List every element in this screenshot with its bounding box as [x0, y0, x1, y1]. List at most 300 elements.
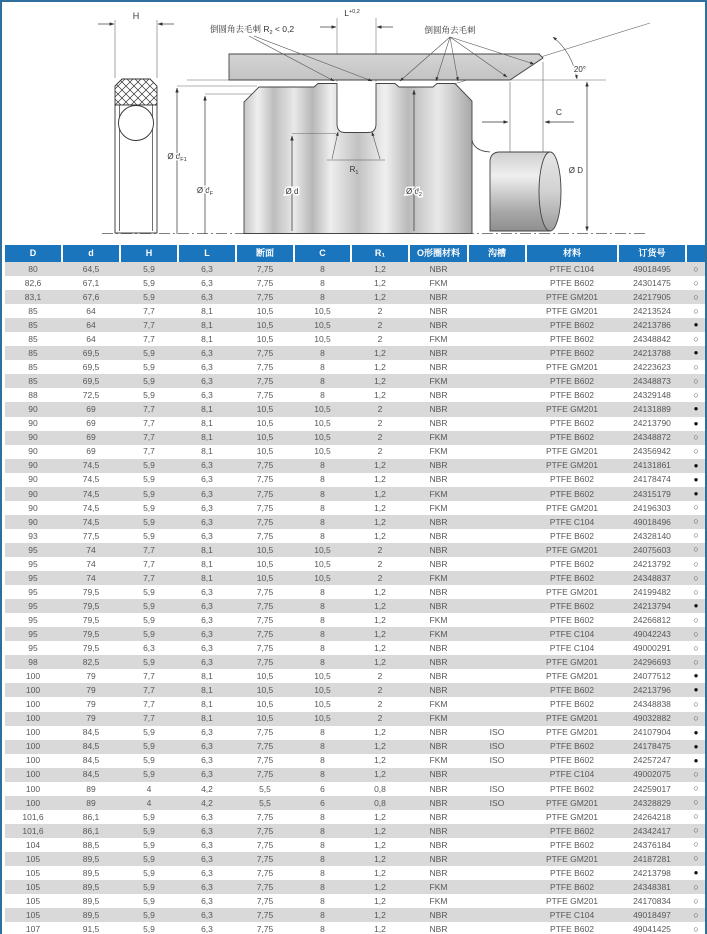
cell-order-number: 24259017	[633, 783, 671, 794]
cell-groove	[469, 908, 525, 922]
cell-groove	[469, 866, 525, 880]
table-row	[5, 754, 706, 768]
table-row	[5, 304, 706, 318]
cell-D: 104	[25, 839, 41, 850]
table-row	[5, 712, 706, 726]
cell-H: 7,7	[143, 713, 155, 724]
cell-order-number: 49018497	[633, 909, 671, 920]
cell-D: 85	[28, 376, 38, 387]
cell-D: 93	[28, 530, 38, 541]
cell-cross-section: 7,75	[256, 530, 274, 541]
availability-dot: ○	[693, 432, 699, 443]
cell-L: 6,3	[201, 614, 213, 625]
dim-D	[569, 82, 587, 231]
availability-dot: ●	[693, 601, 699, 611]
availability-dot: ●	[693, 460, 699, 470]
cell-R1: 1,2	[374, 741, 386, 752]
cell-cross-section: 10,5	[256, 713, 274, 724]
cell-C: 8	[320, 839, 325, 850]
label-L: $L^{+0,2}$	[344, 8, 360, 18]
cell-groove: ISO	[489, 797, 505, 808]
cell-material: PTFE GM201	[546, 713, 598, 724]
cell-order-number: 24342417	[633, 825, 671, 836]
cell-groove	[469, 346, 525, 360]
cell-D: 95	[28, 600, 38, 611]
cell-D: 100	[25, 741, 41, 752]
cell-oring-material: NBR	[429, 797, 448, 808]
cell-cross-section: 7,75	[256, 614, 274, 625]
table-row	[5, 445, 706, 459]
cell-cross-section: 7,75	[256, 600, 274, 611]
cell-material: PTFE GM201	[546, 446, 598, 457]
cell-C: 10,5	[314, 432, 331, 443]
cell-order-number: 24217905	[633, 291, 671, 302]
table-row	[5, 838, 706, 852]
header-availability	[687, 245, 705, 262]
cell-L: 8,1	[201, 446, 213, 457]
cell-d: 79	[86, 671, 96, 682]
cell-D: 100	[25, 783, 41, 794]
availability-dot: ●	[693, 404, 699, 414]
cell-d: 89	[86, 783, 96, 794]
cell-H: 5,9	[143, 811, 155, 822]
cell-R1: 1,2	[374, 755, 386, 766]
availability-dot: ○	[693, 516, 699, 527]
cell-material: PTFE GM201	[546, 404, 598, 415]
cell-C: 10,5	[314, 305, 331, 316]
cell-R1: 1,2	[374, 657, 386, 668]
cell-order-number: 24328140	[633, 530, 671, 541]
label-deburr: 倒圆角去毛刺	[424, 25, 476, 35]
cell-D: 105	[25, 895, 41, 906]
cell-cross-section: 10,5	[256, 685, 274, 696]
cell-D: 101,6	[22, 811, 44, 822]
cell-order-number: 24107904	[633, 727, 671, 738]
cell-R1: 1,2	[374, 376, 386, 387]
cell-cross-section: 7,75	[256, 811, 274, 822]
cell-material: PTFE C104	[549, 643, 595, 654]
table-row	[5, 866, 706, 880]
cell-material: PTFE B602	[550, 600, 594, 611]
cell-order-number: 24213794	[633, 600, 671, 611]
availability-dot: ●	[693, 755, 699, 765]
cell-L: 6,3	[201, 277, 213, 288]
cell-d: 79	[86, 713, 96, 724]
cell-d: 74,5	[82, 502, 100, 513]
cell-C: 8	[320, 263, 325, 274]
cell-material: PTFE GM201	[546, 586, 598, 597]
availability-dot: ○	[693, 642, 699, 653]
cell-order-number: 49018496	[633, 516, 671, 527]
cell-L: 8,1	[201, 699, 213, 710]
cell-D: 90	[28, 488, 38, 499]
cell-d: 74,5	[82, 488, 100, 499]
table-row	[5, 360, 706, 374]
cell-cross-section: 10,5	[256, 418, 274, 429]
availability-dot: ○	[693, 375, 699, 386]
cell-oring-material: FKM	[429, 755, 448, 766]
cell-R1: 1,2	[374, 488, 386, 499]
cell-oring-material: NBR	[429, 418, 448, 429]
cell-groove	[469, 880, 525, 894]
cell-R1: 1,2	[374, 881, 386, 892]
cell-L: 6,3	[201, 376, 213, 387]
cell-C: 10,5	[314, 685, 331, 696]
availability-dot: ○	[693, 895, 699, 906]
availability-dot: ○	[693, 389, 699, 400]
cell-cross-section: 7,75	[256, 277, 274, 288]
cell-R1: 1,2	[374, 811, 386, 822]
dim-dF	[197, 96, 214, 234]
availability-dot: ○	[693, 628, 699, 639]
cell-L: 6,3	[201, 909, 213, 920]
cell-cross-section: 7,75	[256, 867, 274, 878]
cell-groove	[469, 388, 525, 402]
table-row	[5, 627, 706, 641]
cell-R1: 1,2	[374, 643, 386, 654]
cell-L: 8,1	[201, 319, 213, 330]
cell-groove	[469, 332, 525, 346]
cell-H: 5,9	[143, 895, 155, 906]
cell-H: 7,7	[143, 558, 155, 569]
cell-D: 90	[28, 460, 38, 471]
cell-D: 101,6	[22, 825, 44, 836]
cell-R1: 1,2	[374, 727, 386, 738]
cell-order-number: 24348381	[633, 881, 671, 892]
cell-material: PTFE GM201	[546, 305, 598, 316]
cell-R1: 1,2	[374, 825, 386, 836]
cell-material: PTFE B602	[550, 376, 594, 387]
transition-fillet	[472, 140, 490, 152]
cell-R1: 1,2	[374, 263, 386, 274]
cell-material: PTFE B602	[550, 741, 594, 752]
cell-H: 5,9	[143, 291, 155, 302]
cell-groove	[469, 318, 525, 332]
cell-D: 90	[28, 446, 38, 457]
cell-order-number: 49000291	[633, 643, 671, 654]
label-deburr-r2: 倒圆角去毛刺 $R_2 < 0,2$	[209, 24, 295, 36]
cell-cross-section: 10,5	[256, 671, 274, 682]
cell-d: 79,5	[82, 643, 100, 654]
cell-C: 8	[320, 516, 325, 527]
cell-cross-section: 7,75	[256, 348, 274, 359]
availability-dot: ○	[693, 558, 699, 569]
cell-R1: 1,2	[374, 390, 386, 401]
cell-material: PTFE B602	[550, 839, 594, 850]
table-row	[5, 697, 706, 711]
cell-R1: 2	[377, 572, 383, 583]
table-row	[5, 852, 706, 866]
size-table	[5, 245, 706, 934]
cell-H: 5,9	[143, 909, 155, 920]
cell-L: 6,3	[201, 755, 213, 766]
cell-groove	[469, 697, 525, 711]
cell-cross-section: 7,75	[256, 727, 274, 738]
cell-C: 10,5	[314, 446, 331, 457]
cell-d: 89,5	[82, 909, 100, 920]
cell-C: 8	[320, 811, 325, 822]
cell-cross-section: 7,75	[256, 909, 274, 920]
cell-H: 5,9	[143, 474, 155, 485]
cell-C: 8	[320, 530, 325, 541]
cell-groove: ISO	[489, 727, 505, 738]
cell-C: 8	[320, 867, 325, 878]
cell-oring-material: NBR	[429, 657, 448, 668]
cell-order-number: 24213524	[633, 305, 671, 316]
cell-D: 98	[28, 657, 38, 668]
cell-material: PTFE C104	[549, 516, 595, 527]
dim-angle-20	[553, 37, 586, 79]
o-ring-circle	[119, 106, 154, 141]
cell-oring-material: FKM	[429, 376, 448, 387]
header-D: D	[5, 245, 61, 262]
cell-H: 4	[146, 783, 152, 794]
cell-order-number: 24131861	[633, 460, 671, 471]
cell-L: 6,3	[201, 530, 213, 541]
cell-order-number: 24187281	[633, 853, 671, 864]
cell-d: 69,5	[82, 362, 100, 373]
cell-d: 84,5	[82, 755, 100, 766]
availability-dot: ○	[693, 361, 699, 372]
cell-L: 8,1	[201, 418, 213, 429]
cell-L: 6,3	[201, 488, 213, 499]
cell-D: 100	[25, 769, 41, 780]
cell-groove	[469, 515, 525, 529]
cell-material: PTFE B602	[550, 825, 594, 836]
cell-cross-section: 7,75	[256, 488, 274, 499]
cell-oring-material: FKM	[429, 502, 448, 513]
cell-cross-section: 10,5	[256, 319, 274, 330]
cell-oring-material: NBR	[429, 727, 448, 738]
cell-D: 83,1	[24, 291, 42, 302]
cell-oring-material: NBR	[429, 544, 448, 555]
cell-order-number: 24348838	[633, 699, 671, 710]
cell-H: 7,7	[143, 418, 155, 429]
cell-material: PTFE C104	[549, 628, 595, 639]
cell-d: 74,5	[82, 516, 100, 527]
cell-H: 5,9	[143, 600, 155, 611]
cell-C: 8	[320, 923, 325, 934]
cell-L: 6,3	[201, 727, 213, 738]
cell-R1: 1,2	[374, 867, 386, 878]
cell-cross-section: 5,5	[259, 783, 271, 794]
cell-groove	[469, 627, 525, 641]
cell-cross-section: 10,5	[256, 305, 274, 316]
label-D: Ø D	[568, 166, 583, 175]
cell-C: 6	[320, 783, 325, 794]
cell-D: 88	[28, 390, 38, 401]
cell-material: PTFE B602	[550, 783, 594, 794]
cell-L: 8,1	[201, 544, 213, 555]
cell-order-number: 24178475	[633, 741, 671, 752]
cell-C: 8	[320, 348, 325, 359]
cell-oring-material: NBR	[429, 741, 448, 752]
availability-dot: ○	[693, 277, 699, 288]
cell-groove	[469, 402, 525, 416]
table-row	[5, 417, 706, 431]
table-row	[5, 922, 706, 934]
label-d: Ø d	[285, 187, 299, 196]
cell-groove	[469, 374, 525, 388]
cell-D: 90	[28, 432, 38, 443]
cell-C: 8	[320, 390, 325, 401]
cell-H: 7,7	[143, 404, 155, 415]
table-row	[5, 810, 706, 824]
cell-cross-section: 7,75	[256, 741, 274, 752]
cell-d: 88,5	[82, 839, 100, 850]
cell-L: 6,3	[201, 839, 213, 850]
cell-D: 95	[28, 544, 38, 555]
cell-C: 10,5	[314, 418, 331, 429]
cell-groove	[469, 417, 525, 431]
cell-cross-section: 7,75	[256, 643, 274, 654]
cell-L: 8,1	[201, 334, 213, 344]
cell-material: PTFE GM201	[546, 291, 598, 302]
cell-cross-section: 7,75	[256, 628, 274, 639]
cell-L: 6,3	[201, 474, 213, 485]
cell-L: 6,3	[201, 362, 213, 373]
availability-dot: ○	[693, 530, 699, 541]
cell-oring-material: NBR	[429, 811, 448, 822]
cell-order-number: 24199482	[633, 586, 671, 597]
cell-oring-material: FKM	[429, 572, 448, 583]
cell-order-number: 24329148	[633, 390, 671, 401]
header-C: C	[295, 245, 350, 262]
cell-H: 7,7	[143, 446, 155, 457]
availability-dot: ○	[693, 291, 699, 302]
cell-C: 10,5	[314, 572, 331, 583]
table-row	[5, 880, 706, 894]
cell-oring-material: FKM	[429, 628, 448, 639]
cell-cross-section: 7,75	[256, 769, 274, 780]
cell-oring-material: NBR	[429, 825, 448, 836]
cell-H: 7,7	[143, 671, 155, 682]
cell-d: 74	[86, 572, 96, 583]
availability-dot: ●	[693, 320, 699, 330]
availability-dot: ○	[693, 698, 699, 709]
cell-L: 6,3	[201, 881, 213, 892]
cell-order-number: 24131889	[633, 404, 671, 415]
cell-material: PTFE B602	[550, 319, 594, 330]
table-row	[5, 726, 706, 740]
availability-dot: ○	[693, 769, 699, 780]
cell-oring-material: FKM	[429, 488, 448, 499]
cell-H: 5,9	[143, 923, 155, 934]
table-row	[5, 529, 706, 543]
cell-D: 100	[25, 713, 41, 724]
table-row	[5, 501, 706, 515]
cell-R1: 0,8	[374, 797, 386, 808]
cell-H: 6,3	[143, 643, 155, 654]
availability-dot: ●	[693, 685, 699, 695]
cell-cross-section: 10,5	[256, 544, 274, 555]
cell-oring-material: NBR	[429, 685, 448, 696]
availability-dot: ○	[693, 923, 699, 934]
availability-dot: ●	[693, 727, 699, 737]
cell-R1: 1,2	[374, 769, 386, 780]
cell-C: 8	[320, 586, 325, 597]
dim-L	[320, 8, 393, 27]
cell-d: 79,5	[82, 600, 100, 611]
cell-L: 6,3	[201, 657, 213, 668]
cell-d: 64,5	[82, 263, 100, 274]
cell-order-number: 24348872	[633, 432, 671, 443]
table-row	[5, 459, 706, 473]
cell-oring-material: FKM	[429, 277, 448, 288]
cell-cross-section: 5,5	[259, 797, 271, 808]
cell-d: 74	[86, 558, 96, 569]
cell-H: 7,7	[143, 699, 155, 710]
cell-groove	[469, 262, 525, 276]
cell-cross-section: 7,75	[256, 362, 274, 373]
label-20deg: 20°	[573, 65, 586, 74]
cell-order-number: 49041425	[633, 923, 671, 934]
cell-D: 107	[25, 923, 41, 934]
cell-C: 8	[320, 460, 325, 471]
cell-d: 79	[86, 685, 96, 696]
cell-C: 8	[320, 909, 325, 920]
availability-dot: ○	[693, 446, 699, 457]
cell-L: 8,1	[201, 558, 213, 569]
cell-H: 5,9	[143, 853, 155, 864]
cell-oring-material: NBR	[429, 867, 448, 878]
cell-H: 7,7	[143, 334, 155, 344]
table-row	[5, 431, 706, 445]
cell-material: PTFE B602	[550, 390, 594, 401]
cell-groove	[469, 712, 525, 726]
cell-cross-section: 7,75	[256, 516, 274, 527]
cell-order-number: 24264218	[633, 811, 671, 822]
cell-R1: 2	[377, 713, 383, 724]
cell-D: 95	[28, 558, 38, 569]
table-row	[5, 388, 706, 402]
cell-C: 10,5	[314, 544, 331, 555]
cell-oring-material: FKM	[429, 432, 448, 443]
cell-order-number: 24328829	[633, 797, 671, 808]
cell-order-number: 24213786	[633, 319, 671, 330]
cell-groove	[469, 852, 525, 866]
cell-oring-material: NBR	[429, 263, 448, 274]
cell-D: 85	[28, 305, 38, 316]
cell-material: PTFE C104	[549, 769, 595, 780]
cell-H: 5,9	[143, 263, 155, 274]
cell-H: 5,9	[143, 755, 155, 766]
cell-L: 6,3	[201, 895, 213, 906]
cell-d: 67,6	[82, 291, 100, 302]
cell-C: 10,5	[314, 319, 331, 330]
ptfe-ring-hatched	[115, 79, 157, 105]
cell-d: 69	[86, 432, 96, 443]
cell-D: 82,6	[24, 277, 42, 288]
cell-groove	[469, 768, 525, 782]
table-row	[5, 908, 706, 922]
cell-order-number: 24077512	[633, 671, 671, 682]
cell-L: 8,1	[201, 671, 213, 682]
cell-groove	[469, 360, 525, 374]
availability-dot: ●	[693, 418, 699, 428]
cell-d: 72,5	[82, 390, 100, 401]
cell-oring-material: NBR	[429, 516, 448, 527]
installation-drawing	[2, 2, 707, 244]
cell-order-number: 49032882	[633, 713, 671, 724]
cell-H: 7,7	[143, 319, 155, 330]
cell-material: PTFE B602	[550, 881, 594, 892]
cell-H: 5,9	[143, 362, 155, 373]
cell-R1: 0,8	[374, 783, 386, 794]
cell-cross-section: 10,5	[256, 699, 274, 710]
cell-L: 6,3	[201, 502, 213, 513]
header-d: d	[63, 245, 119, 262]
